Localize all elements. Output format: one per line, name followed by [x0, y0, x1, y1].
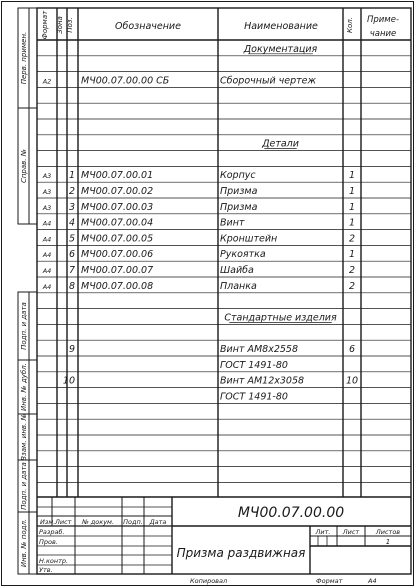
cell-format: A3: [42, 188, 52, 196]
table-row: [42, 75, 317, 86]
cell-designation: МЧ00.07.00.08: [81, 280, 154, 292]
cell-name: Планка: [220, 280, 257, 292]
cell-position: 8: [68, 280, 75, 292]
header-note-line2: чание: [369, 29, 397, 39]
tb-sheet: Лист: [342, 528, 360, 536]
header-note-line1: Приме-: [366, 15, 400, 25]
cell-name: ГОСТ 1491-80: [220, 391, 288, 403]
cell-position: 1: [68, 170, 75, 182]
cell-quantity: 1: [348, 249, 356, 261]
cell-format: A4: [42, 235, 52, 244]
tb-designation: МЧ00.07.00.00: [237, 505, 345, 521]
cell-position: 2: [68, 186, 75, 197]
tb-razrab: Разраб.: [39, 528, 65, 536]
cell-name: Сборочный чертеж: [220, 75, 317, 87]
table-row: [261, 139, 299, 150]
tb-utv: Утв.: [39, 566, 53, 574]
spec-table-header: [41, 10, 399, 39]
tb-podp: Подп.: [123, 518, 143, 526]
side-label-inv-podl: Инв. № подл.: [20, 518, 28, 568]
tb-list: Лист: [55, 518, 72, 526]
cell-name: Винт: [220, 217, 245, 229]
footer-copied: Копировал: [190, 577, 228, 585]
cell-designation: МЧ00.07.00.03: [81, 201, 154, 213]
header-designation: Обозначение: [115, 21, 181, 32]
table-row: [220, 391, 288, 402]
table-row: [42, 218, 355, 229]
cell-format: A2: [42, 77, 52, 86]
cell-quantity: 2: [348, 265, 356, 276]
header-format: Формат: [41, 10, 49, 40]
cell-name: Винт АМ12х3058: [220, 375, 305, 387]
tb-data: Дата: [149, 518, 167, 526]
tb-prov: Пров.: [39, 538, 58, 546]
cell-designation: МЧ00.07.00.07: [81, 265, 154, 276]
section-heading: Документация: [243, 43, 318, 55]
header-zone: Зона: [56, 16, 64, 34]
cell-quantity: 6: [348, 344, 356, 355]
cell-name: Рукоятка: [220, 249, 266, 261]
cell-designation: МЧ00.07.00.01: [81, 170, 154, 182]
side-label-podp-data-1: Подп. и дата: [20, 302, 28, 350]
cell-quantity: 1: [348, 170, 356, 182]
cell-format: A4: [42, 251, 52, 260]
cell-name: Кронштейн: [220, 233, 278, 245]
footer-format-label: Формат: [316, 577, 343, 585]
tb-izm: Изм.: [40, 518, 56, 526]
table-row: [243, 44, 318, 55]
side-label-perv-primen: Перв. примен.: [20, 31, 28, 85]
cell-designation: МЧ00.07.00.00 СБ: [81, 75, 170, 87]
cell-format: A3: [42, 172, 52, 181]
table-row: [69, 344, 355, 355]
table-row: [42, 202, 355, 213]
title-block-text: [39, 505, 400, 574]
footer-format-value: А4: [368, 577, 377, 585]
cell-format: A3: [42, 203, 52, 212]
tb-sheets: Листов: [375, 528, 401, 536]
table-row: [42, 170, 355, 181]
cell-position: 7: [68, 265, 75, 276]
side-label-podp-data-2: Подп. и дата: [20, 462, 28, 510]
side-label-inv-dubl: Инв. № дубл.: [20, 363, 28, 411]
table-row: [42, 186, 355, 197]
cell-name: Призма: [220, 201, 258, 213]
section-heading: Стандартные изделия: [224, 312, 337, 324]
cell-designation: МЧ00.07.00.06: [81, 249, 154, 261]
tb-nkontr: Н.контр.: [39, 557, 69, 565]
cell-quantity: 2: [348, 233, 356, 245]
cell-quantity: 10: [345, 375, 359, 387]
cell-format: A4: [42, 282, 52, 291]
table-row: [42, 281, 355, 292]
cell-position: 5: [68, 233, 75, 245]
header-name: Наименование: [244, 21, 318, 32]
table-row: [63, 376, 358, 387]
cell-quantity: 2: [348, 280, 356, 292]
tb-name: Призма раздвижная: [176, 546, 306, 560]
spec-table-body: [42, 44, 358, 403]
header-pos: Поз.: [66, 17, 74, 33]
cell-format: A4: [42, 219, 52, 228]
header-qty: Кол.: [346, 17, 354, 33]
cell-quantity: 1: [348, 186, 356, 197]
cell-format: A4: [42, 267, 52, 275]
cell-position: 6: [68, 249, 75, 261]
cell-quantity: 1: [348, 217, 356, 229]
tb-lit: Лит.: [315, 528, 331, 536]
cell-quantity: 1: [348, 201, 356, 213]
cell-designation: МЧ00.07.00.04: [81, 217, 154, 229]
cell-position: 4: [68, 217, 75, 229]
table-row: [42, 233, 355, 244]
cell-designation: МЧ00.07.00.05: [81, 233, 154, 245]
cell-position: 10: [62, 375, 75, 387]
cell-name: Корпус: [220, 170, 256, 182]
cell-name: Шайба: [220, 265, 254, 276]
outer-frame: [2, 2, 414, 586]
cell-name: ГОСТ 1491-80: [220, 359, 288, 371]
table-row: [42, 265, 355, 276]
cell-position: 3: [68, 201, 75, 213]
cell-name: Призма: [220, 186, 258, 197]
table-row: [220, 360, 288, 371]
tb-doc: № докум.: [81, 518, 115, 526]
table-row: [42, 249, 355, 260]
cell-position: 9: [68, 344, 75, 355]
tb-sheets-value: 1: [385, 538, 391, 546]
section-heading: Детали: [262, 138, 299, 150]
cell-name: Винт АМ8х2558: [220, 344, 298, 355]
table-row: [224, 312, 337, 323]
side-label-vzam-inv: Взам. инв. №: [20, 413, 28, 461]
side-label-sprav-no: Справ. №: [20, 148, 28, 184]
cell-designation: МЧ00.07.00.02: [81, 186, 154, 197]
